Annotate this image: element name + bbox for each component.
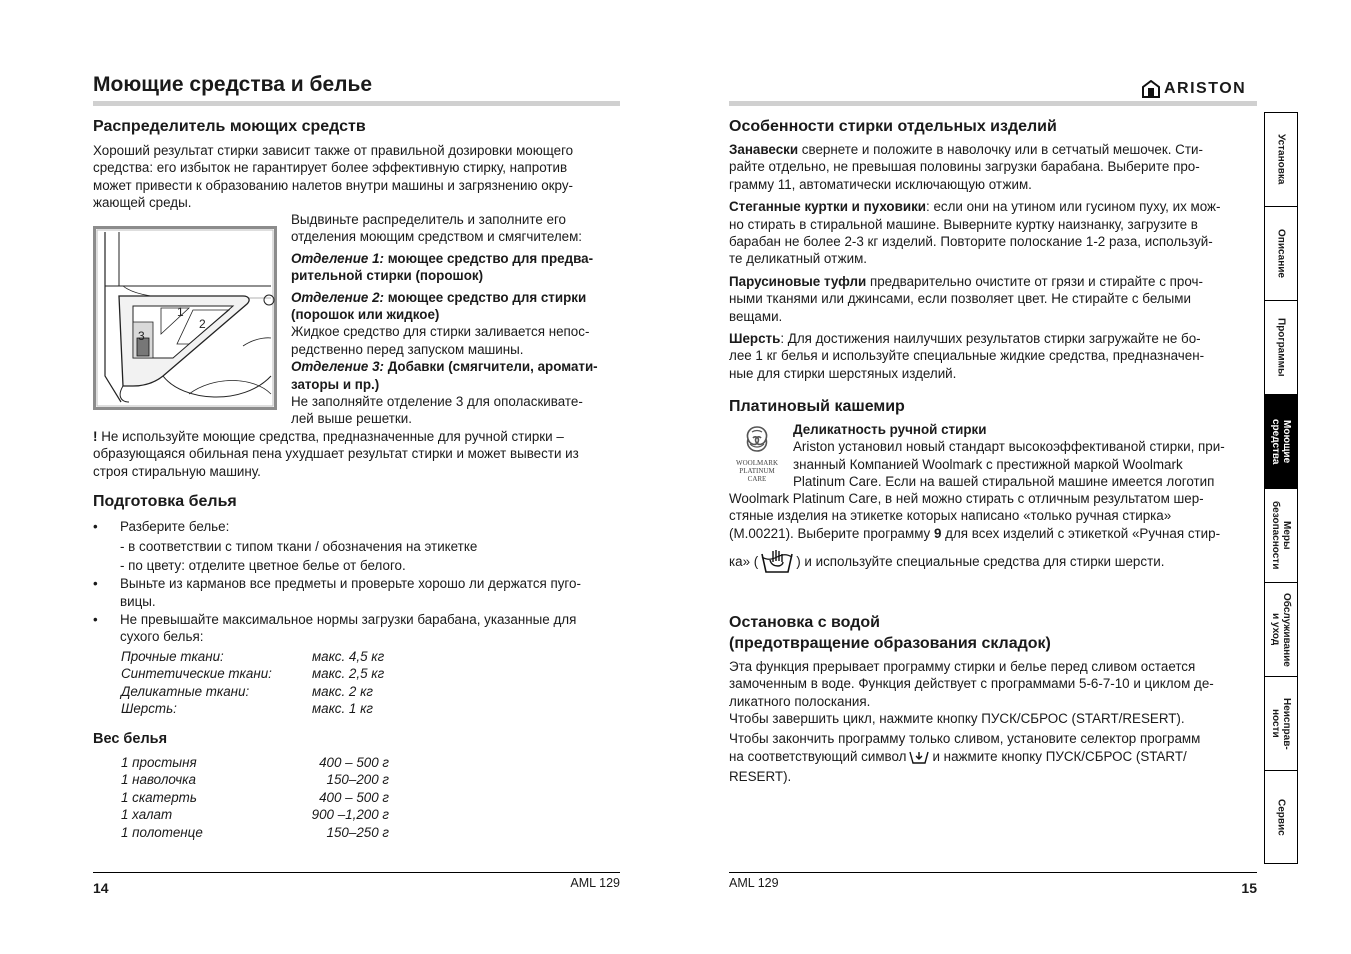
title-rule [93,101,620,106]
rinse-hold-text: Эта функция прерывает программу стирки и белье перед сливом остается замоченным в воде. Функция действует с программами 5-6-7-10 и циклом де- ликатного полоскания. Чтобы завершить цикл, нажмите кнопку ПУСК/СБРОС (START/RESERT). Чтобы закончить программу только сливом, установите селектор программ на соответствующий символ и нажмите кнопку ПУСК/СБРОС (START/ RESERT). [729,659,1214,785]
tab-programs[interactable]: Программы [1265,301,1297,395]
table-row: 1 наволочка 150–200 г [121,772,389,788]
warning-mark: ! [93,429,98,444]
model-number: AML 129 [570,876,620,890]
platinum-text-full: Woolmark Platinum Care, в ней можно стирать с отличным результатом шер- стяные изделия на этикетке которых написано «только ручная стирка» (М.00221). Выберите программу 9 для всех изделий с этикеткой «Ручная стир- ка» ( ) и используйте специальные средства для стирки шерсти. [729,490,1257,574]
tab-service[interactable]: Сервис [1275,798,1287,836]
list-item: • Не превышайте максимальное нормы загрузки барабана, указанные для сухого белья: [93,612,577,645]
table-row: Шерсть: макс. 1 кг [121,701,374,717]
section-tabs [1264,112,1298,864]
dispenser-illustration [93,226,277,410]
list-item: • Выньте из карманов все предметы и проверьте хорошо ли держатся пуго- вицы. [93,576,581,609]
woolmark-logo: WOOLMARK PLATINUM CARE [729,424,785,480]
tab-safety[interactable]: Меры безопасности [1265,489,1297,583]
special-items-text: Занавески свернете и положите в наволочку или в сетчатый мешочек. Сти- райте отдельно, не превышая половины загрузки барабана. Выберите про- грамму 11, автоматически исключающую отжим. Стеганные куртки и пуховики: если они на утином или гусином пуху, их мож- но стирать в стиральной машине. Выверните куртку наизнанку, загрузите в барабан не более 2-3 кг изделий. Повторите полоскание 1-2 раза, используй- те деликатный отжим. Парусиновые туфли предварительно очистите от грязи и стирайте с проч- ными тканями или джинсами, если позволяет цвет. Не стирайте с белыми вещами. Шерсть: Для достижения наилучших результатов стирки загружайте не бо- лее 1 кг белья и используйте специальные жидкие средства, предназначен- ные для стирки шерстяных изделий. [729,142,1221,381]
brand-name: ARISTON [1164,80,1247,97]
table-row: Деликатные ткани: макс. 2 кг [121,683,374,699]
table-row: 1 простыня 400 – 500 г [121,755,389,770]
table-row: 1 полотенце 150–250 г [121,824,389,840]
table-row: 1 скатерть 400 – 500 г [121,789,389,805]
page-number: 14 [93,880,109,896]
title-rule [729,101,1257,106]
model-number: AML 129 [729,876,779,890]
section-heading-rinse-hold: Остановка с водой (предотвращение образования складок) [729,614,1051,652]
hand-wash-icon [759,548,795,574]
page-title: Моющие средства и белье [93,73,373,96]
tab-maintenance[interactable]: Обслуживание и уход [1265,583,1297,677]
woolmark-icon [742,424,772,454]
section-heading-special-items: Особенности стирки отдельных изделий [729,118,1057,135]
tab-detergents[interactable]: Моющие средства [1265,395,1297,489]
dispenser-intro: Хороший результат стирки зависит также от правильной дозировки моющего средства: его избыток не гарантирует более эффективную стирку, напротив может привести к образованию налетов внутри машины и загрязнению окру- жающей среды. [93,143,574,211]
table-row: 1 халат 900 –1,200 г [121,807,389,823]
drain-symbol-icon [909,749,929,765]
list-item: • Разберите белье: [93,519,230,534]
section-heading-platinum: Платиновый кашемир [729,398,905,415]
tab-installation[interactable]: Установка [1265,113,1297,207]
dispenser-instructions: Выдвиньте распределитель и заполните его отделения моющим средством и смягчителем: Отделение 1: моющее средство для предва- рительной стирки (порошок) Отделение 2: моющее средство для стирки (порошок или жидкое) Жидкое средство для стирки заливается непос- редственно перед запуском машины. Отделение 3: Добавки (смягчители, аромати- заторы и пр.) Не заполняйте отделение 3 для ополаскивате- лей выше решетки. [291,212,598,427]
detergent-warning: ! Не используйте моющие средства, предназначенные для ручной стирки – образующаяся обильная пена ухудшает результат стирки и может вывести из строя стиральную машину. [93,429,579,479]
tab-troubleshooting[interactable]: Неисправ- ности [1265,677,1297,771]
tab-description[interactable]: Описание [1265,207,1297,301]
footer-rule [93,872,620,873]
section-heading-dispenser: Распределитель моющих средств [93,118,366,135]
load-limits-table [121,648,421,718]
footer-rule [729,872,1257,873]
brand-logo [1142,79,1246,99]
compartment-label-3: 3 [138,329,145,343]
compartment-label-1: 1 [177,305,184,319]
compartment-label-2: 2 [199,317,206,331]
house-logo-icon [1142,80,1160,98]
section-heading-weight: Вес белья [93,731,168,747]
laundry-prep-list [93,518,620,646]
weights-table [121,754,391,841]
list-item-sub: - в соответствии с типом ткани / обозначения на этикетке - по цвету: отделите цветное белье от белого. [120,539,478,573]
page-number: 15 [1241,880,1257,896]
section-heading-laundry-prep: Подготовка белья [93,493,237,510]
table-row: Прочные ткани: макс. 4,5 кг [121,649,385,664]
table-row: Синтетические ткани: макс. 2,5 кг [121,666,385,682]
platinum-text-indented: Деликатность ручной стирки Ariston установил новый стандарт высокоэффективаной стирки, при- знанный Компанией Woolmark с престижной маркой Woolmark Platinum Care. Если на вашей стиральной машине имеется логотип [793,422,1225,490]
